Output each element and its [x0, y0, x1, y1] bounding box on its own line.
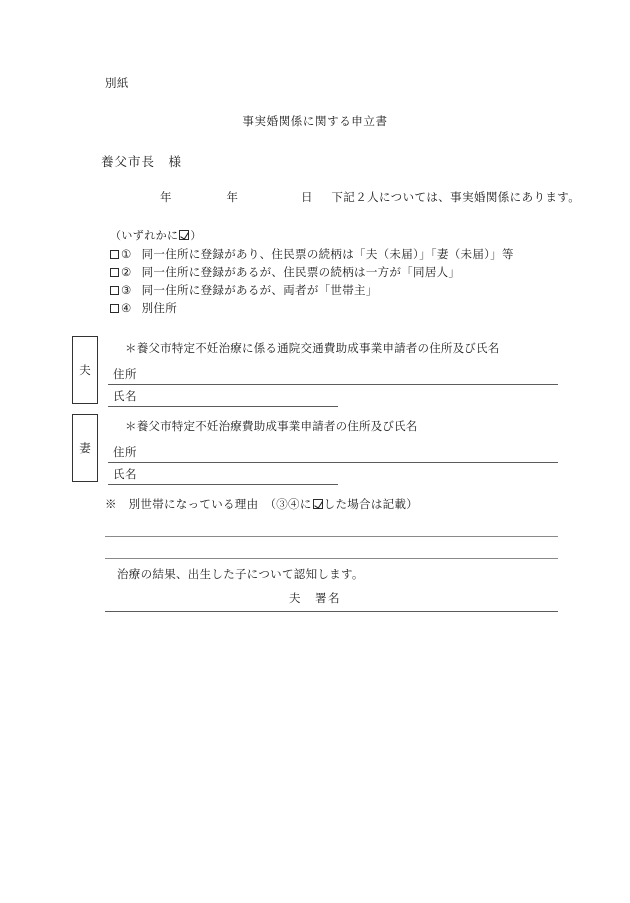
option-number: ②: [121, 267, 132, 279]
attachment-label: 別紙: [105, 78, 129, 90]
option-label: 同一住所に登録があるが、住民票の続柄は一方が「同居人」: [141, 267, 461, 279]
reason-input-line-1[interactable]: [105, 536, 558, 537]
option-row-1[interactable]: [110, 250, 514, 262]
option-row-3[interactable]: [110, 286, 378, 298]
wife-note: ＊養父市特定不妊治療費助成事業申請者の住所及び氏名: [125, 421, 418, 433]
year-label: 年: [160, 192, 172, 204]
option-number: ①: [121, 249, 132, 261]
option-number: ④: [121, 303, 132, 315]
wife-name-input[interactable]: [108, 484, 338, 485]
husband-address-label: 住所: [113, 369, 137, 381]
day-label: 日: [300, 192, 313, 204]
wife-tag: 妻: [72, 414, 98, 482]
addressee: 養父市長 様: [101, 155, 183, 169]
signature-label: 夫 署名: [289, 593, 341, 605]
acknowledgement-text: 治療の結果、出生した子について認知します。: [117, 569, 364, 581]
selection-instruction: [110, 230, 202, 242]
wife-name-label: 氏名: [113, 469, 137, 481]
husband-tag: 夫: [72, 336, 98, 404]
month-label: 年: [226, 192, 239, 204]
option-number: ③: [121, 285, 132, 297]
reason-note: [105, 499, 418, 512]
empty-checkbox-icon[interactable]: [110, 250, 119, 259]
empty-checkbox-icon[interactable]: [110, 304, 119, 313]
option-label: 同一住所に登録があるが、両者が「世帯主」: [141, 285, 378, 297]
instruction-suffix: ）: [190, 230, 202, 242]
option-label: 同一住所に登録があり、住民票の続柄は「夫（未届）」「妻（未届）」等: [141, 249, 514, 261]
reason-input-line-2[interactable]: [105, 558, 558, 559]
page-title: 事実婚関係に関する申立書: [242, 116, 388, 128]
wife-address-input[interactable]: [108, 462, 558, 463]
empty-checkbox-icon[interactable]: [110, 268, 119, 277]
checked-box-icon: [313, 499, 323, 509]
relationship-statement: 下記２人については、事実婚関係にあります。: [331, 192, 581, 204]
checked-box-icon: [179, 230, 189, 240]
signature-input[interactable]: [105, 611, 558, 612]
option-label: 別住所: [141, 303, 178, 315]
instruction-prefix: （いずれかに: [110, 230, 179, 242]
husband-address-input[interactable]: [108, 384, 558, 385]
reason-note-prefix: ※ 別世帯になっている理由 （③④に: [105, 499, 312, 511]
husband-note: ＊養父市特定不妊治療に係る通院交通費助成事業申請者の住所及び氏名: [125, 343, 500, 355]
reason-note-suffix: した場合は記載）: [323, 499, 419, 511]
wife-address-label: 住所: [113, 447, 137, 459]
empty-checkbox-icon[interactable]: [110, 286, 119, 295]
husband-name-input[interactable]: [108, 406, 338, 407]
option-row-4[interactable]: [110, 304, 177, 316]
option-row-2[interactable]: [110, 268, 460, 280]
husband-name-label: 氏名: [113, 391, 137, 403]
date-statement-row: [160, 193, 580, 205]
